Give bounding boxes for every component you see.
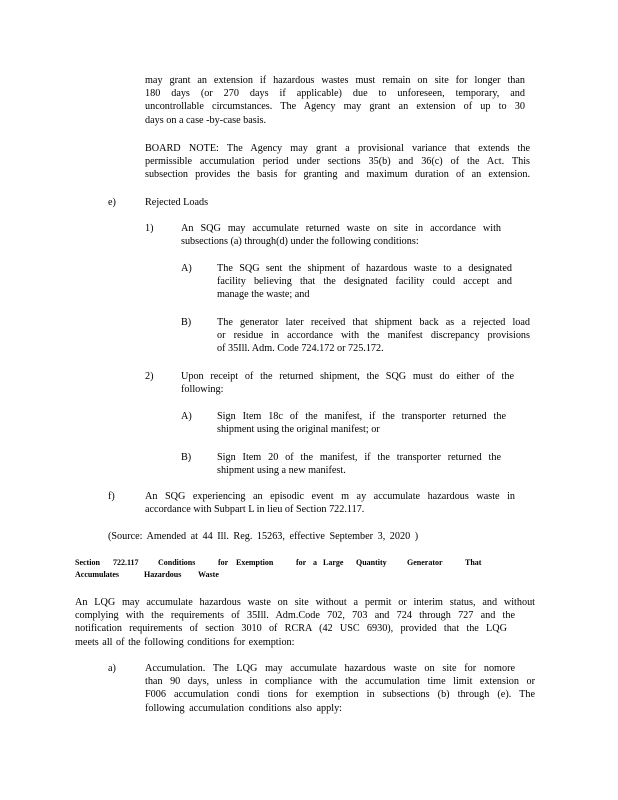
text-line: subsections (a) through(d) under the following conditions: <box>181 236 419 247</box>
text-line: The SQG sent the shipment of hazardous waste to a designated <box>217 263 512 274</box>
item-label: a) <box>108 663 116 674</box>
item-label: 1) <box>145 223 154 234</box>
text-line: days on a case -by-case basis. <box>145 115 267 126</box>
source-note: (Source: Amended at 44 Ill. Reg. 15263, effective September 3, 2020 ) <box>108 531 419 542</box>
text-line: accordance with Subpart L in lieu of Section 722.117. <box>145 504 365 515</box>
text-line: following accumulation conditions also apply: <box>145 703 343 714</box>
item-label: f) <box>108 491 115 502</box>
text-line: An LQG may accumulate hazardous waste on site without a permit or interim status, and without <box>75 597 535 608</box>
text-line: Accumulation. The LQG may accumulate hazardous waste on site for nomore <box>145 663 515 674</box>
item-label: B) <box>181 317 192 328</box>
text-line: than 90 days, unless in compliance with the accumulation time limit extension or <box>145 676 535 687</box>
text-line: meets all of the following conditions for exemption: <box>75 637 295 648</box>
heading-word: Quantity <box>356 558 387 567</box>
heading-word: Hazardous <box>144 570 182 579</box>
item-label: e) <box>108 197 116 208</box>
heading-word: 722.117 <box>113 558 139 567</box>
item-label: A) <box>181 411 192 422</box>
item-label: 2) <box>145 371 154 382</box>
heading-word: Large <box>323 558 344 567</box>
text-line: F006 accumulation condi tions for exemption in subsections (b) through (e). The <box>145 689 535 700</box>
text-line: An SQG experiencing an episodic event m ay accumulate hazardous waste in <box>145 491 515 502</box>
heading-word: Section <box>75 558 100 567</box>
item-label: B) <box>181 452 192 463</box>
heading-word: Conditions <box>158 558 196 567</box>
heading-word: Generator <box>407 558 443 567</box>
item-label: A) <box>181 263 192 274</box>
heading-word: That <box>465 558 482 567</box>
text-line: or residue in accordance with the manifest discrepancy provisions <box>217 330 530 341</box>
text-line: facility believing that the designated facility could accept and <box>217 276 512 287</box>
text-line: shipment using the original manifest; or <box>217 424 380 435</box>
text-line: The generator later received that shipment back as a rejected load <box>217 317 530 328</box>
text-line: complying with the requirements of 35Ill. Adm.Code 702, 703 and 724 through 727 and the <box>75 610 515 621</box>
text-line: Sign Item 20 of the manifest, if the transporter returned the <box>217 452 501 463</box>
text-line: following: <box>181 384 224 395</box>
text-line: permissible accumulation period under sections 35(b) and 36(c) of the Act. This <box>145 156 530 167</box>
heading-word: Waste <box>198 570 219 579</box>
heading-word: Accumulates <box>75 570 119 579</box>
text-line: uncontrollable circumstances. The Agency may grant an extension of up to 30 <box>145 101 525 112</box>
heading-word: Exemption <box>236 558 274 567</box>
text-line: notification requirements of section 3010 of RCRA (42 USC 6930), provided that the LQG <box>75 623 507 634</box>
text-line: BOARD NOTE: The Agency may grant a provisional variance that extends the <box>145 143 530 154</box>
text-line: An SQG may accumulate returned waste on site in accordance with <box>181 223 501 234</box>
text-line: Sign Item 18c of the manifest, if the transporter returned the <box>217 411 506 422</box>
text-line: subsection provides the basis for granting and maximum duration of an extension. <box>145 169 530 180</box>
text-line: Upon receipt of the returned shipment, the SQG must do either of the <box>181 371 514 382</box>
heading-word: a <box>313 558 317 567</box>
text-line: may grant an extension if hazardous wastes must remain on site for longer than <box>145 75 525 86</box>
text-line: shipment using a new manifest. <box>217 465 346 476</box>
subsection-title: Rejected Loads <box>145 197 209 208</box>
heading-word: for <box>296 558 307 567</box>
text-line: 180 days (or 270 days if applicable) due to unforeseen, temporary, and <box>145 88 525 99</box>
text-line: manage the waste; and <box>217 289 310 300</box>
heading-word: for <box>218 558 229 567</box>
text-line: of 35Ill. Adm. Code 724.172 or 725.172. <box>217 343 384 354</box>
